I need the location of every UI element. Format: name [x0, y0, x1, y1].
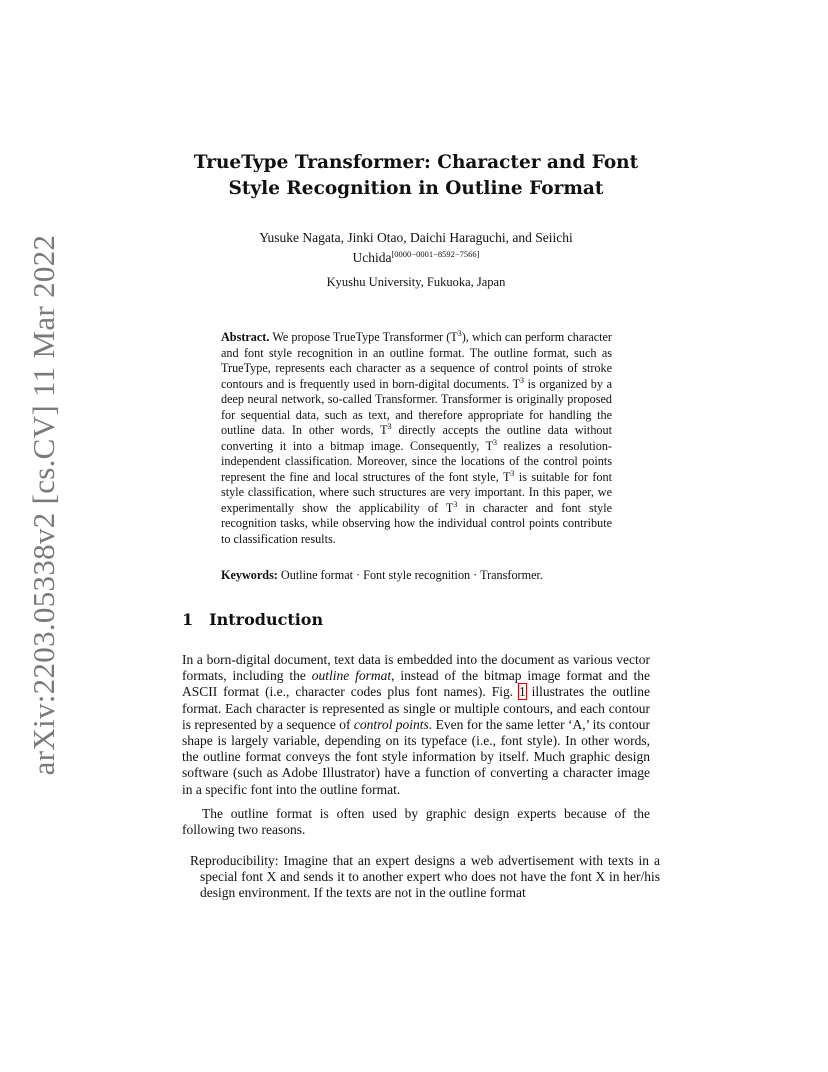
intro-paragraph-1 [182, 652, 650, 798]
text-seg: , instead of the bitmap image format and the ASCII format (i.e., character codes plus font names). Fig. [182, 668, 650, 700]
emphasis: outline format [311, 668, 392, 684]
affiliation: Kyushu University, Fukuoka, Japan [326, 275, 506, 289]
abstract-text [221, 330, 612, 546]
text-seg: In a born-digital document, text data is embedded into the document as various vector formats, including the [182, 652, 650, 684]
keywords-label: Keywords: [221, 568, 278, 582]
superscript: 3 [457, 329, 462, 338]
section-title: Introduction [209, 610, 324, 629]
text-seg: illustrates the outline format. Each character is represented as single or multiple contours, and each contour is represented by a sequence of [182, 684, 650, 732]
superscript: 3 [520, 375, 525, 385]
section-number: 1 [182, 610, 194, 629]
abstract-seg: We propose TrueType Transformer (T [272, 330, 458, 344]
arxiv-side-stamp: arXiv:2203.05338v2 [cs.CV] 11 Mar 2022 [26, 234, 61, 776]
intro-paragraph-3: Reproducibility: Imagine that an expert designs a web advertisement with texts in a special font X and sends it to another expert who does not have the font X in her/his design environment. If the texts are not in the outline format [190, 853, 660, 901]
keywords-text: Outline format · Font style recognition · Transformer. [280, 568, 543, 582]
emphasis: control points [353, 716, 429, 732]
section-heading [182, 610, 323, 629]
title-line-1: TrueType Transformer: Character and Font [193, 152, 639, 173]
intro-paragraph-2: The outline format is often used by graphic design experts because of the following two reasons. [182, 806, 650, 838]
title-line-2: Style Recognition in Outline Format [228, 178, 604, 199]
abstract-seg: ), which can perform character and font style recognition in an outline format. The outline format, such as TrueType, represents each character as a sequence of control points of stroke contours and is frequently used in born-digital documents. T [221, 330, 612, 391]
orcid-id[interactable]: [0000−0001−8592−7566] [391, 249, 480, 259]
abstract-seg: directly accepts the outline data without converting it into a bitmap image. Consequently, T [221, 423, 612, 453]
abstract-seg: realizes a resolution-independent classification. Moreover, since the locations of the control points represent the fine and local structures of the font style, T [221, 438, 612, 484]
keywords [221, 568, 621, 583]
superscript: 3 [510, 468, 515, 478]
abstract-seg: is organized by a deep neural network, so-called Transformer. Transformer is originally proposed for sequential data, such as text, and therefore appropriate for handling the outline data. In other words, T [221, 376, 612, 437]
abstract-seg: is suitable for font style classification, where such structures are very important. In this paper, we experimentally show the applicability of T [221, 469, 612, 515]
superscript: 3 [493, 437, 498, 447]
text-seg: . Even for the same letter ‘A,’ its contour shape is largely variable, depending on its typeface (i.e., font style). In other words, the outline format conveys the font style information by itself. Much graphic design software (such as Adobe Illustrator) have a function of converting a character image in a specific font into the outline format. [182, 716, 650, 797]
figure-ref-link[interactable]: 1 [519, 684, 526, 700]
superscript: 3 [453, 499, 458, 509]
authors-line-2: Uchida [352, 250, 392, 265]
author-list [182, 230, 650, 266]
paper-title [182, 150, 650, 202]
abstract-label: Abstract. [221, 330, 270, 344]
abstract [221, 330, 612, 547]
abstract-seg: in character and font style recognition tasks, while observing how the individual control points contribute to classification results. [221, 500, 613, 546]
authors-line-1: Yusuke Nagata, Jinki Otao, Daichi Haraguchi, and Seiichi [259, 230, 573, 245]
superscript: 3 [387, 422, 392, 431]
